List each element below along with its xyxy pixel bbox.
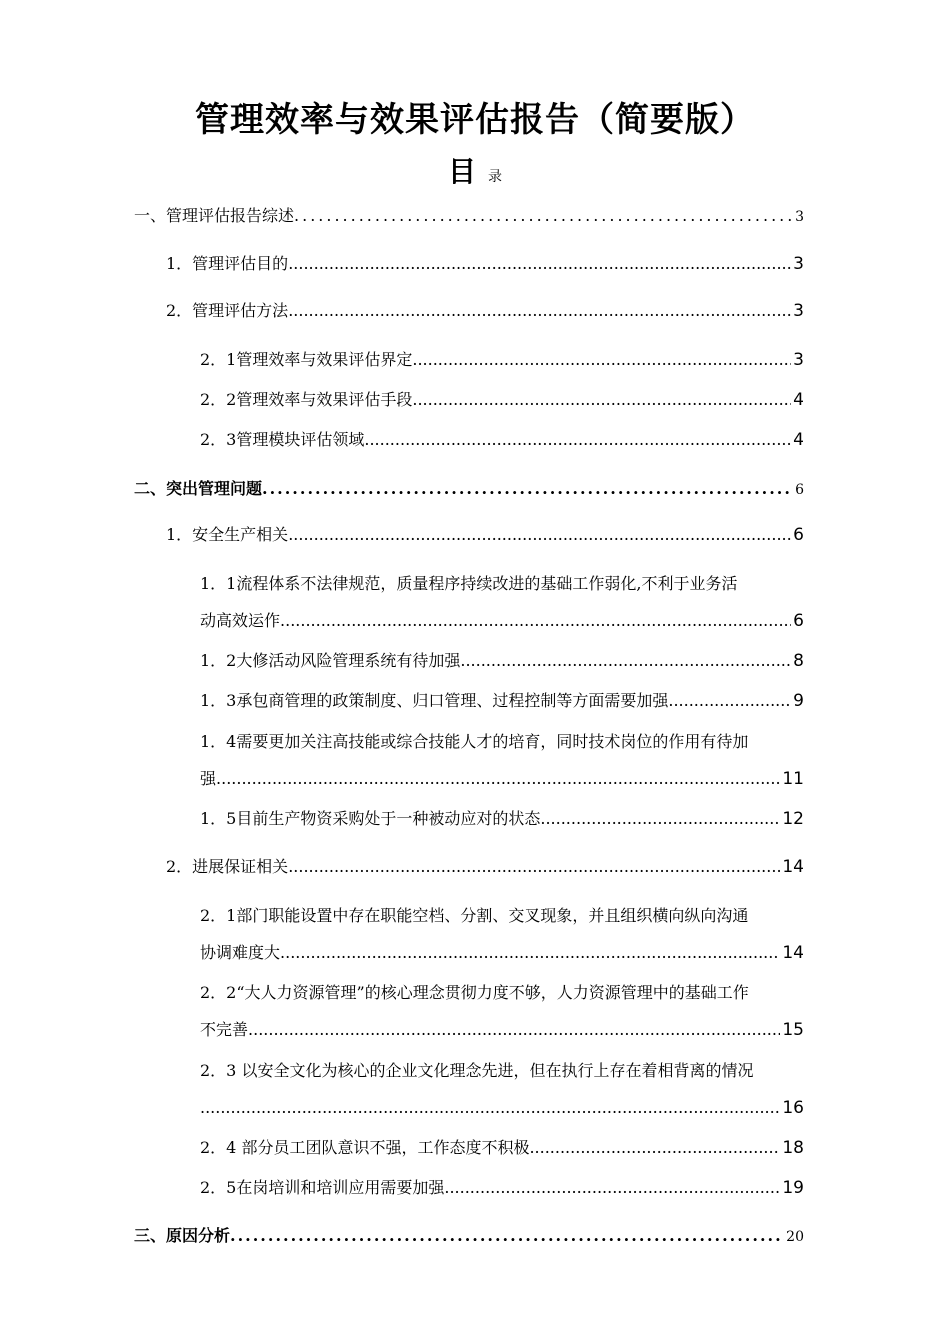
toc-entry-page: 3 (793, 254, 804, 274)
toc-entry[interactable] (200, 942, 804, 964)
toc-leader (230, 1225, 784, 1247)
toc-entry[interactable] (166, 253, 804, 275)
toc-leader (412, 389, 791, 411)
toc-entry[interactable] (166, 524, 804, 546)
toc-entry-label: 三、原因分析 (134, 1226, 231, 1245)
toc-entry-page: 14 (782, 857, 804, 877)
toc-heading (0, 150, 950, 190)
toc-leader (668, 690, 791, 712)
toc-entry-label: 2．管理评估方法 (166, 301, 289, 320)
toc-entry[interactable] (134, 1225, 804, 1248)
toc-entry-label: 强 (200, 769, 217, 788)
toc-entry-label: 1．管理评估目的 (166, 254, 289, 273)
toc-heading-secondary: 录 (488, 169, 502, 185)
toc-entry-page: 20 (786, 1229, 804, 1245)
toc-entry-label: 1．安全生产相关 (166, 525, 289, 544)
toc-entry[interactable] (200, 610, 804, 632)
toc-entry-page: 19 (782, 1178, 804, 1198)
toc-entry-label: 不完善 (200, 1020, 249, 1039)
toc-entry[interactable] (200, 349, 804, 371)
toc-entry-label: 动高效运作 (200, 611, 281, 630)
toc-leader (288, 253, 791, 275)
toc-entry[interactable] (200, 650, 804, 672)
toc-entry[interactable] (166, 856, 804, 878)
toc-leader (288, 300, 791, 322)
toc-entry-label: 一、管理评估报告综述 (134, 206, 295, 225)
toc-entry[interactable] (200, 389, 804, 411)
toc-leader (364, 429, 791, 451)
toc-entry-first-line[interactable]: 2．1部门职能设置中存在职能空档、分割、交叉现象，并且组织横向纵向沟通 (200, 906, 749, 925)
toc-entry-first-line[interactable]: 1．4需要更加关注高技能或综合技能人才的培育，同时技术岗位的作用有待加 (200, 732, 749, 751)
toc-entry[interactable] (200, 429, 804, 451)
toc-entry-page: 3 (793, 301, 804, 321)
toc-entry-page: 6 (793, 525, 804, 545)
toc-entry-page: 16 (782, 1098, 804, 1118)
toc-leader (280, 942, 780, 964)
toc-leader (248, 1019, 780, 1041)
toc-entry-page: 18 (782, 1138, 804, 1158)
toc-entry-page: 3 (793, 350, 804, 370)
toc-entry-label: 1．2大修活动风险管理系统有待加强 (200, 651, 461, 670)
toc-entry[interactable] (200, 768, 804, 790)
toc-entry-label: 2．5在岗培训和培训应用需要加强 (200, 1178, 445, 1197)
toc-leader (288, 856, 780, 878)
document-title: 管理效率与效果评估报告（简要版） (195, 100, 755, 140)
toc-entry-first-line[interactable]: 2．3 以安全文化为核心的企业文化理念先进，但在执行上存在着相背离的情况 (200, 1061, 754, 1080)
toc-leader (294, 205, 793, 227)
toc-leader (288, 524, 791, 546)
toc-entry-page: 3 (795, 209, 804, 225)
toc-leader (460, 650, 791, 672)
toc-entry-label: 2．2管理效率与效果评估手段 (200, 390, 413, 409)
toc-entry-page: 11 (782, 769, 804, 789)
toc-entry[interactable] (200, 1177, 804, 1199)
toc-leader (280, 610, 791, 632)
toc-entry-label: 2．4 部分员工团队意识不强，工作态度不积极 (200, 1138, 530, 1157)
toc-entry[interactable] (166, 300, 804, 322)
toc-entry-first-line[interactable]: 2．2“大人力资源管理”的核心理念贯彻力度不够，人力资源管理中的基础工作 (200, 983, 749, 1002)
toc-leader (200, 1097, 780, 1119)
toc-leader (216, 768, 780, 790)
toc-entry-label: 协调难度大 (200, 943, 281, 962)
toc-entry-label: 二、突出管理问题 (134, 479, 263, 498)
toc-leader (540, 808, 780, 830)
toc-leader (412, 349, 791, 371)
toc-leader (529, 1137, 780, 1159)
toc-leader (444, 1177, 780, 1199)
toc-entry-page: 6 (795, 482, 804, 498)
toc-entry-label: 2．3管理模块评估领域 (200, 430, 365, 449)
toc-heading-main: 目 (447, 155, 476, 188)
toc-entry[interactable] (134, 205, 804, 228)
toc-entry-page: 12 (782, 809, 804, 829)
toc-entry[interactable] (200, 690, 804, 712)
toc-entry[interactable] (134, 478, 804, 501)
toc-entry[interactable] (200, 1019, 804, 1041)
toc-entry-page: 15 (782, 1020, 804, 1040)
toc-entry-page: 14 (782, 943, 804, 963)
toc-leader (262, 478, 793, 500)
toc-entry-label: 1．5目前生产物资采购处于一种被动应对的状态 (200, 809, 541, 828)
toc-entry[interactable] (200, 1097, 804, 1119)
toc-entry[interactable] (200, 808, 804, 830)
toc-entry-first-line[interactable]: 1．1流程体系不法律规范，质量程序持续改进的基础工作弱化,不利于业务活 (200, 574, 738, 593)
toc-entry[interactable] (200, 1137, 804, 1159)
toc-entry-page: 6 (793, 611, 804, 631)
toc-entry-page: 9 (793, 691, 804, 711)
toc-entry-label: 1．3承包商管理的政策制度、归口管理、过程控制等方面需要加强 (200, 691, 669, 710)
toc-entry-label: 2．1管理效率与效果评估界定 (200, 350, 413, 369)
toc-entry-page: 8 (793, 651, 804, 671)
toc-entry-label: 2．进展保证相关 (166, 857, 289, 876)
toc-entry-page: 4 (793, 390, 804, 410)
toc-entry-page: 4 (793, 430, 804, 450)
